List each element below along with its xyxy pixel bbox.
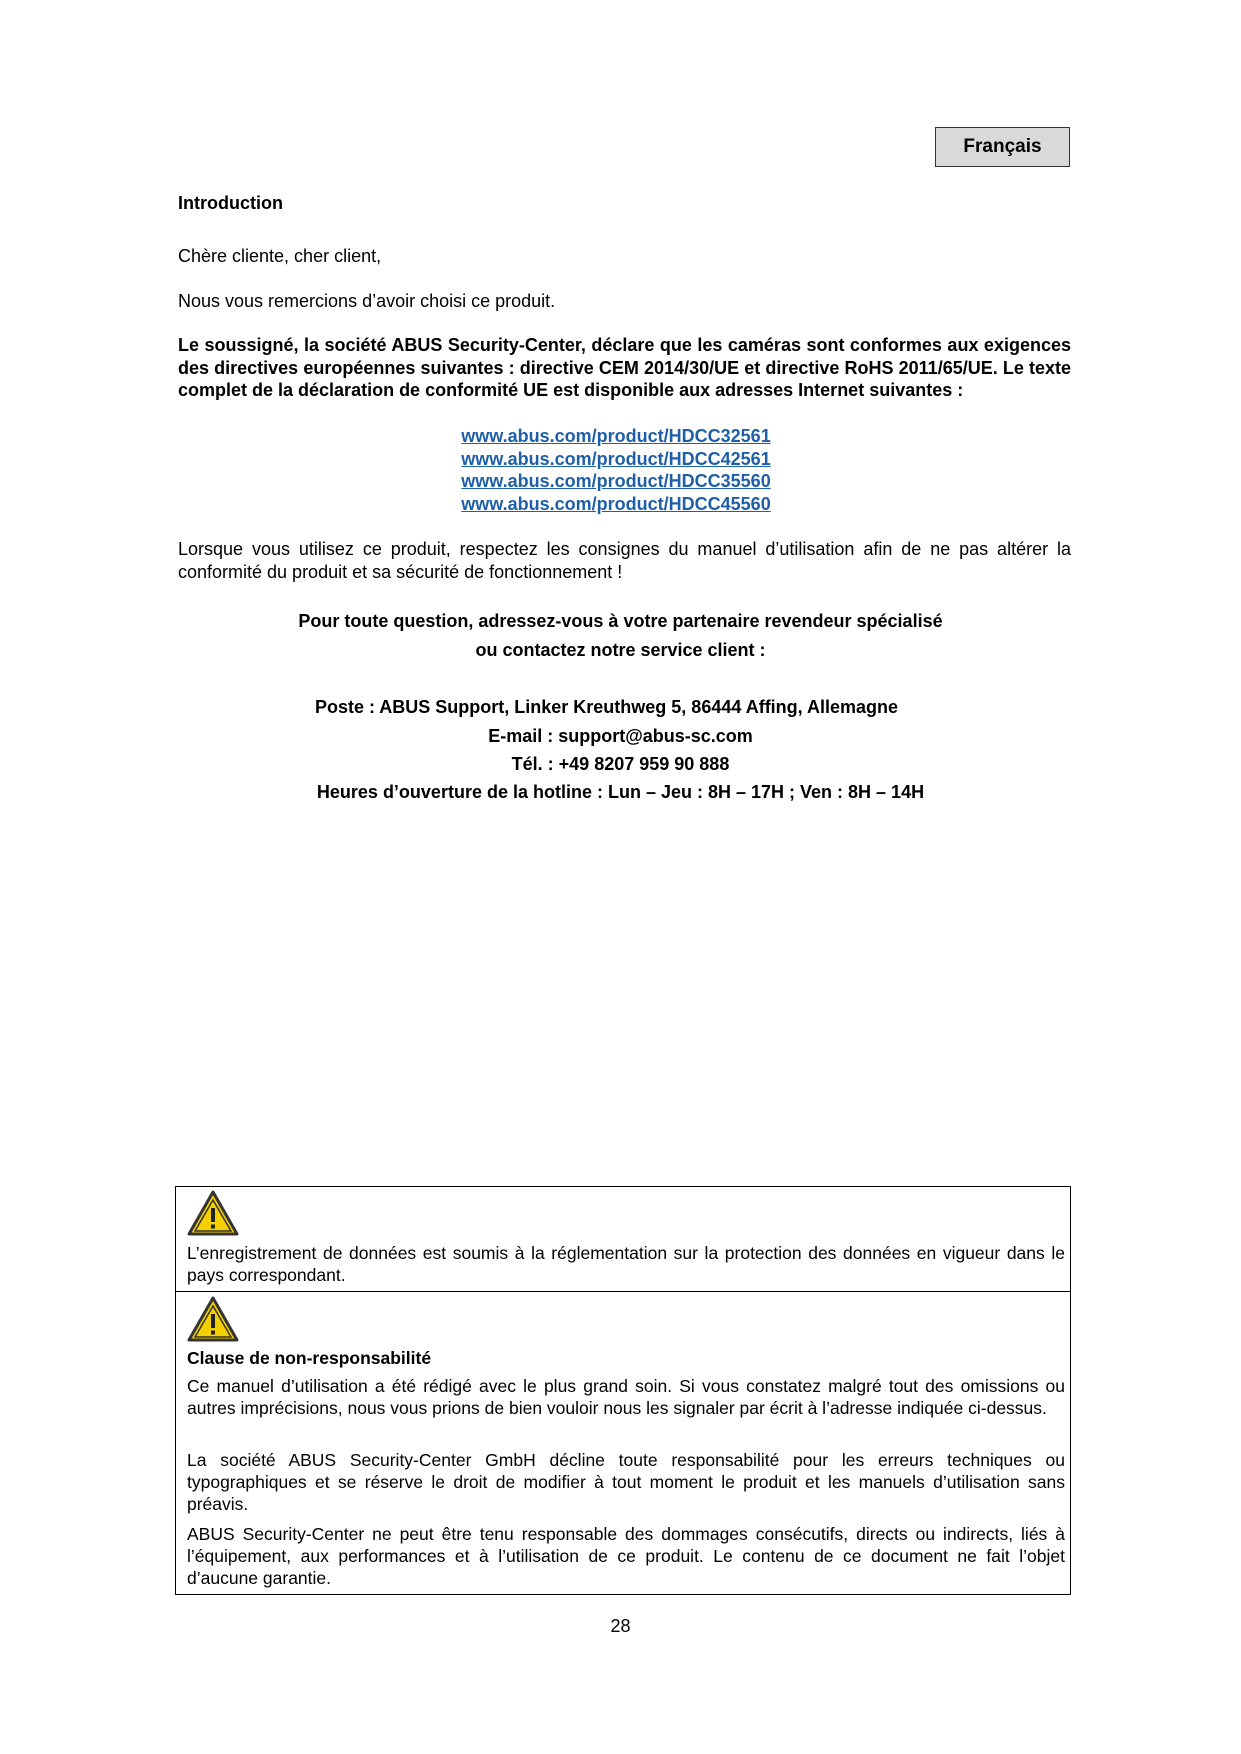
- product-link-hdcc35560[interactable]: www.abus.com/product/HDCC35560: [461, 471, 771, 491]
- disclaimer-paragraph-2: La société ABUS Security-Center GmbH décline toute responsabilité pour les erreurs techniques ou typographiques et se réserve le droit de modifier à tout moment le produit et les manuels d’utilisation sans préavis.: [187, 1450, 1065, 1514]
- product-link-hdcc32561[interactable]: www.abus.com/product/HDCC32561: [461, 426, 771, 446]
- contact-line-1: Pour toute question, adressez-vous à votre partenaire revendeur spécialisé: [298, 611, 943, 631]
- disclaimer-paragraph-1: Ce manuel d’utilisation a été rédigé avec le plus grand soin. Si vous constatez malgré tout des omissions ou autres imprécisions, nous vous prions de bien vouloir nous les signaler par écrit à l’adresse indiquée ci-dessus.: [187, 1376, 1065, 1418]
- intro-title: Introduction: [178, 193, 283, 213]
- data-protection-note: L’enregistrement de données est soumis à la réglementation sur la protection des données en vigueur dans le pays correspondant.: [187, 1243, 1065, 1285]
- thanks-text: Nous vous remercions d’avoir choisi ce produit.: [178, 291, 556, 311]
- product-link-hdcc42561[interactable]: www.abus.com/product/HDCC42561: [461, 448, 771, 469]
- warning-icon: [186, 1189, 240, 1237]
- contact-line-2: ou contactez notre service client :: [475, 640, 766, 660]
- conformity-note: Lorsque vous utilisez ce produit, respectez les consignes du manuel d’utilisation afin de ne pas altérer la conformité du produit et sa sécurité de fonctionnement !: [178, 539, 1071, 582]
- contact-phone: Tél. : +49 8207 959 90 888: [511, 754, 730, 774]
- notice-divider: [176, 1291, 1070, 1292]
- contact-email: E-mail : support@abus-sc.com: [488, 726, 753, 746]
- disclaimer-title: Clause de non-responsabilité: [187, 1348, 432, 1368]
- product-link-hdcc45560[interactable]: www.abus.com/product/HDCC45560: [461, 493, 771, 514]
- contact-hours: Heures d’ouverture de la hotline : Lun – Jeu : 8H – 17H ; Ven : 8H – 14H: [316, 782, 925, 802]
- declaration-text: Le soussigné, la société ABUS Security-Center, déclare que les caméras sont conformes aux exigences des directives européennes suivantes : directive CEM 2014/30/UE et directive RoHS 2011/65/UE. Le texte complet de la déclaration de conformité UE est disponible aux adresses Internet suivantes :: [178, 335, 1071, 400]
- contact-post: Poste : ABUS Support, Linker Kreuthweg 5, 86444 Affing, Allemagne: [314, 697, 899, 717]
- product-links: [0, 425, 1241, 515]
- disclaimer-paragraph-3: ABUS Security-Center ne peut être tenu responsable des dommages consécutifs, directs ou indirects, liés à l’équipement, aux performances et à l’utilisation de ce produit. Le contenu de ce document ne fait l’objet d’aucune garantie.: [187, 1524, 1065, 1588]
- page-number: 28: [610, 1616, 631, 1636]
- warning-icon: [186, 1295, 240, 1343]
- language-tab: Français: [935, 127, 1070, 167]
- greeting: Chère cliente, cher client,: [178, 246, 382, 266]
- notice-box: [175, 1186, 1071, 1595]
